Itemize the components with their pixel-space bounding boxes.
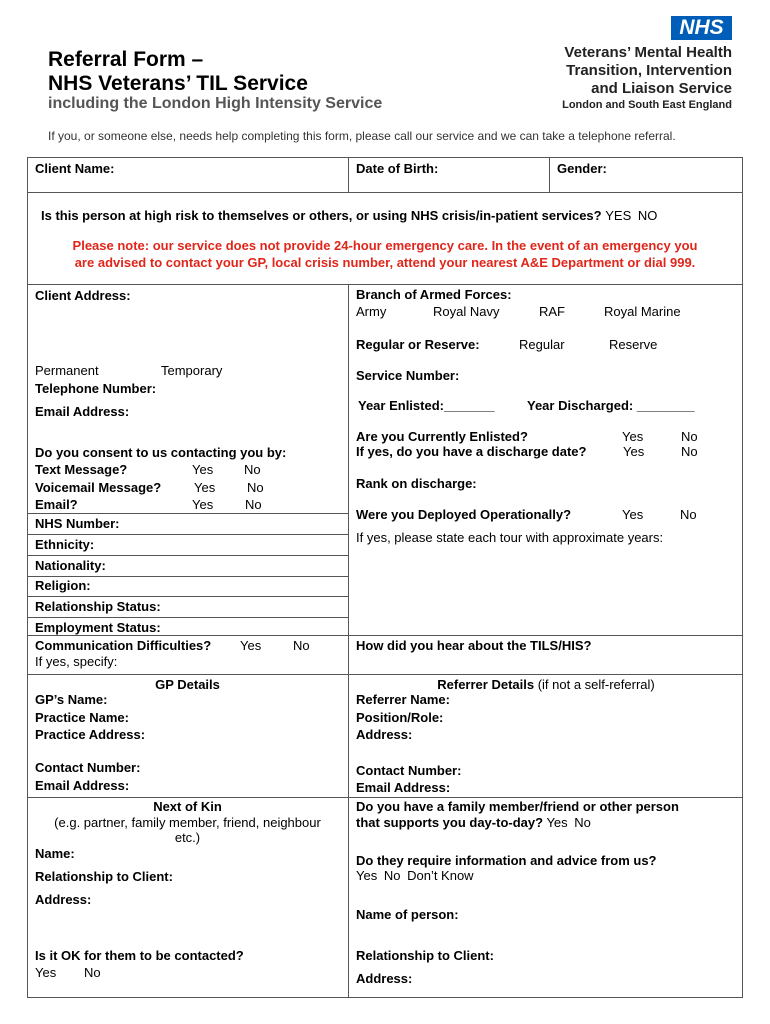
marine-option: [604, 304, 684, 319]
raf-label: RAF: [539, 304, 565, 319]
client-name-label: Client Name:: [35, 161, 115, 176]
specify-label: If yes, specify:: [35, 654, 118, 669]
no-label: No: [84, 965, 101, 980]
no-label: No: [293, 638, 310, 653]
org-region: London and South East England: [562, 99, 732, 111]
yes-label: Yes: [192, 462, 214, 477]
navy-option: [433, 304, 502, 319]
regular-option: [519, 337, 568, 352]
gp-heading: GP Details: [155, 677, 220, 692]
yes-label: Yes: [194, 480, 216, 495]
referrer-address-label: Address:: [356, 727, 413, 742]
yes-label: Yes: [622, 429, 644, 444]
temporary-label: Temporary: [161, 363, 223, 378]
table-border: [27, 157, 743, 158]
gp-email-label: Email Address:: [35, 778, 130, 793]
form-title-line2: NHS Veterans’ TIL Service: [48, 72, 308, 95]
rank-label: Rank on discharge:: [356, 476, 477, 491]
emergency-warning-line1: Please note: our service does not provide 24-hour emergency care. In the event of an emergency you: [72, 238, 698, 253]
marine-label: Royal Marine: [604, 304, 681, 319]
branch-label: Branch of Armed Forces:: [356, 287, 512, 302]
temporary-option: [161, 363, 225, 378]
nhs-number-label: NHS Number:: [35, 516, 120, 531]
no-label: No: [245, 497, 262, 512]
discharge-yes-option: [623, 444, 647, 459]
yes-label: Yes: [192, 497, 214, 512]
kin-contact-question: Is it OK for them to be contacted?: [35, 948, 244, 963]
col-divider: [549, 157, 550, 193]
voicemail-yes-option: [194, 480, 218, 495]
no-label: No: [680, 507, 697, 522]
col-divider: [348, 284, 349, 998]
regular-label: Regular: [519, 337, 565, 352]
kin-no-option: [84, 965, 104, 980]
deployed-yes-option: [622, 507, 646, 522]
nationality-label: Nationality:: [35, 558, 106, 573]
referrer-email-label: Email Address:: [356, 780, 451, 795]
row-divider: [27, 534, 348, 535]
ethnicity-label: Ethnicity:: [35, 537, 95, 552]
year-discharged-label: Year Discharged: ________: [527, 398, 695, 413]
hear-about-label: How did you hear about the TILS/HIS?: [356, 638, 592, 653]
support-q1-line2: [356, 815, 594, 830]
voicemail-label: Voicemail Message?: [35, 480, 162, 495]
form-title-line1: Referral Form –: [48, 48, 204, 71]
kin-heading: Next of Kin: [153, 799, 222, 814]
employment-status-label: Employment Status:: [35, 620, 161, 635]
consent-question: Do you consent to us contacting you by:: [35, 445, 287, 460]
text-no-option: [244, 462, 264, 477]
yes-label: Yes: [546, 815, 568, 830]
emergency-warning-line2: are advised to contact your GP, local crisis number, attend your nearest A&E Department or dial 999.: [74, 255, 696, 270]
risk-question-text: Is this person at high risk to themselves or others, or using NHS crisis/in-patient services?: [41, 208, 602, 223]
no-label: No: [247, 480, 264, 495]
referrer-position-label: Position/Role:: [356, 710, 444, 725]
army-label: Army: [356, 304, 387, 319]
dont-know-label: Don’t Know: [407, 868, 474, 883]
yes-label: Yes: [356, 868, 378, 883]
text-message-label: Text Message?: [35, 462, 128, 477]
no-label: No: [574, 815, 591, 830]
client-address-label: Client Address:: [35, 288, 131, 303]
col-divider: [348, 157, 349, 193]
practice-name-label: Practice Name:: [35, 710, 129, 725]
deployed-label: Were you Deployed Operationally?: [356, 507, 572, 522]
table-border: [742, 157, 743, 998]
yes-label: Yes: [623, 444, 645, 459]
currently-enlisted-label: Are you Currently Enlisted?: [356, 429, 528, 444]
permanent-label: Permanent: [35, 363, 99, 378]
table-border: [27, 157, 28, 998]
referrer-contact-label: Contact Number:: [356, 763, 462, 778]
enlisted-yes-option: [622, 429, 646, 444]
gp-contact-label: Contact Number:: [35, 760, 141, 775]
referrer-heading-note: (if not a self-referral): [537, 677, 655, 692]
intro-text: If you, or someone else, needs help completing this form, please call our service and we can take a telephone referral.: [48, 129, 676, 143]
support-q2-options: [356, 868, 477, 883]
kin-relationship-label: Relationship to Client:: [35, 869, 173, 884]
support-q1-line1: Do you have a family member/friend or other person: [356, 799, 679, 814]
tours-label: If yes, please state each tour with approximate years:: [356, 530, 664, 545]
org-name-line2: Transition, Intervention: [566, 62, 732, 79]
org-name-line1: Veterans’ Mental Health: [564, 44, 732, 61]
table-border: [27, 997, 743, 998]
support-q2: Do they require information and advice from us?: [356, 853, 657, 868]
telephone-label: Telephone Number:: [35, 381, 157, 396]
org-name-line3: and Liaison Service: [591, 80, 732, 97]
deployed-no-option: [680, 507, 700, 522]
row-divider: [27, 555, 348, 556]
row-divider: [27, 513, 348, 514]
kin-name-label: Name:: [35, 846, 75, 861]
reserve-label: Reserve: [609, 337, 658, 352]
support-address-label: Address:: [356, 971, 413, 986]
voicemail-no-option: [247, 480, 267, 495]
navy-label: Royal Navy: [433, 304, 500, 319]
referrer-name-label: Referrer Name:: [356, 692, 450, 707]
no-label: No: [681, 429, 698, 444]
support-q1-text: that supports you day-to-day?: [356, 815, 544, 830]
no-label: No: [244, 462, 261, 477]
discharge-no-option: [681, 444, 701, 459]
table-border: [27, 284, 743, 285]
row-divider: [27, 576, 348, 577]
kin-yes-option: [35, 965, 59, 980]
table-border: [27, 192, 743, 193]
comm-difficulties-label: Communication Difficulties?: [35, 638, 212, 653]
year-enlisted-label: Year Enlisted:_______: [358, 398, 495, 413]
kin-example-line2: etc.): [174, 830, 201, 845]
form-subtitle: including the London High Intensity Service: [48, 95, 383, 112]
row-divider: [27, 596, 348, 597]
comm-no-option: [293, 638, 313, 653]
practice-address-label: Practice Address:: [35, 727, 146, 742]
nhs-logo: NHS: [671, 16, 732, 40]
yes-label: Yes: [622, 507, 644, 522]
referrer-heading-text: Referrer Details: [437, 677, 535, 692]
referrer-heading: [349, 677, 743, 692]
dob-label: Date of Birth:: [356, 161, 439, 176]
person-name-label: Name of person:: [356, 907, 459, 922]
kin-example-line1: (e.g. partner, family member, friend, neighbour: [54, 815, 321, 830]
support-relationship-label: Relationship to Client:: [356, 948, 494, 963]
service-number-label: Service Number:: [356, 368, 460, 383]
row-divider: [27, 617, 348, 618]
regular-reserve-label: Regular or Reserve:: [356, 337, 480, 352]
religion-label: Religion:: [35, 578, 91, 593]
kin-address-label: Address:: [35, 892, 92, 907]
comm-yes-option: [240, 638, 264, 653]
text-yes-option: [192, 462, 216, 477]
army-option: [356, 304, 389, 319]
relationship-status-label: Relationship Status:: [35, 599, 161, 614]
yes-label: Yes: [35, 965, 57, 980]
enlisted-no-option: [681, 429, 701, 444]
yes-label: Yes: [240, 638, 262, 653]
email-no-option: [245, 497, 265, 512]
discharge-date-label: If yes, do you have a discharge date?: [356, 444, 587, 459]
risk-yes: YES: [605, 208, 632, 223]
email-label: Email Address:: [35, 404, 130, 419]
no-label: No: [383, 868, 401, 883]
table-border: [27, 635, 743, 636]
gp-name-label: GP’s Name:: [35, 692, 108, 707]
email-yes-option: [192, 497, 216, 512]
email-consent-label: Email?: [35, 497, 78, 512]
permanent-option: [35, 363, 102, 378]
raf-option: [539, 304, 568, 319]
risk-no: NO: [637, 208, 658, 223]
risk-question: [41, 208, 660, 223]
table-border: [27, 797, 743, 798]
table-border: [27, 674, 743, 675]
no-label: No: [681, 444, 698, 459]
gender-label: Gender:: [557, 161, 607, 176]
reserve-option: [609, 337, 660, 352]
